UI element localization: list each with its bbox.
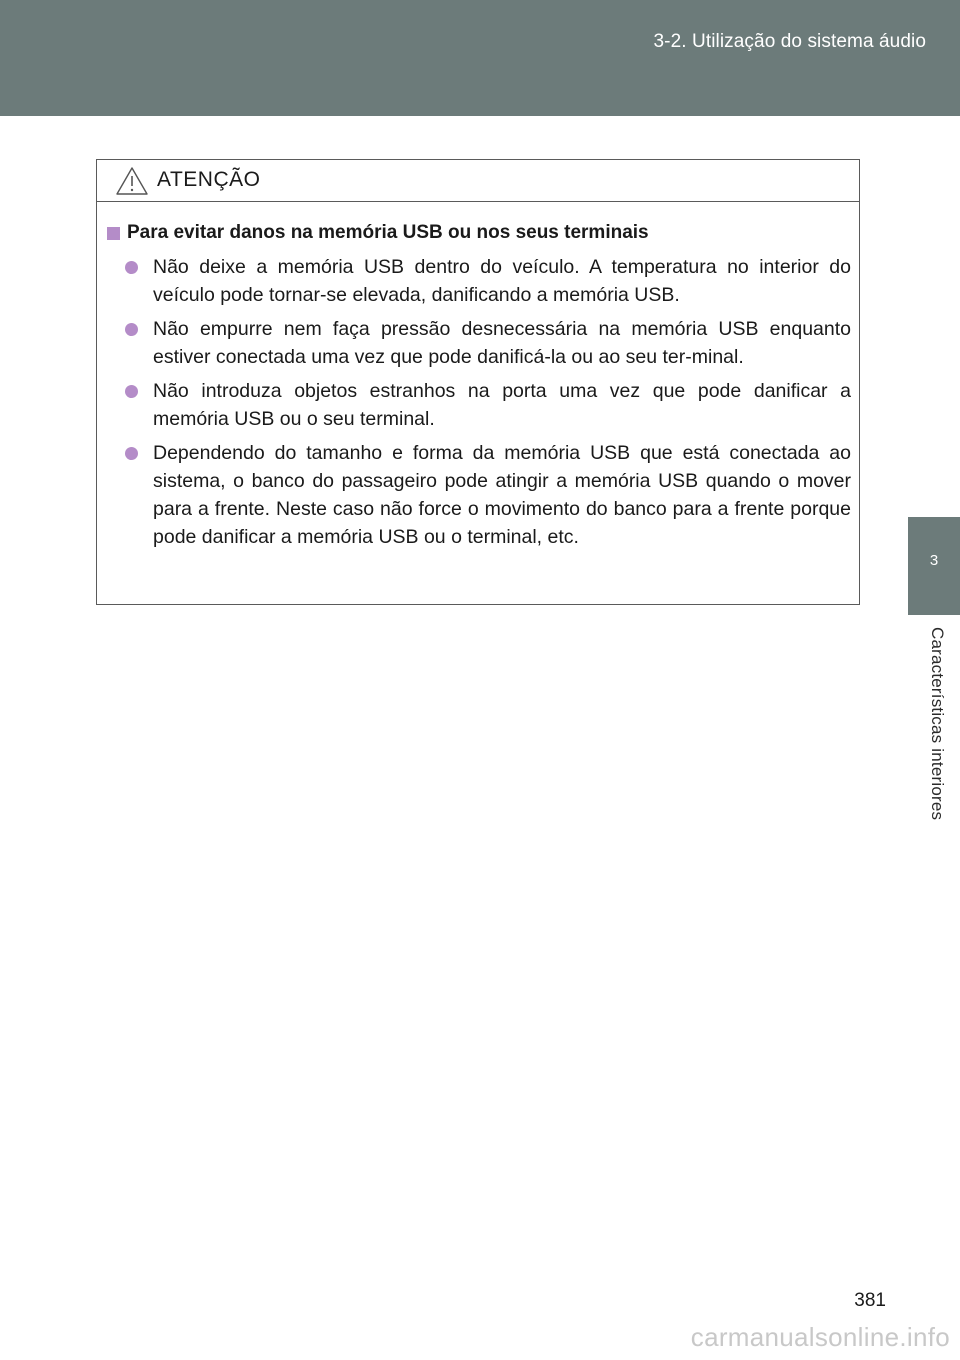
chapter-title: Características interiores [928,627,947,821]
list-item [107,377,851,433]
chapter-number: 3 [929,552,939,569]
warning-body [97,202,859,551]
header-band [0,0,960,116]
warning-box [96,159,860,605]
section-title: 3-2. Utilização do sistema áudio [653,31,926,52]
page-number: 381 [854,1290,886,1311]
warning-header [97,160,859,202]
list-item [107,253,851,309]
bullet-icon [125,261,138,274]
warning-heading: ATENÇÃO [157,168,261,191]
bullet-icon [125,385,138,398]
list-item-text: Não introduza objetos estranhos na porta uma vez que pode danificar a memória USB ou o seu terminal. [153,380,851,430]
list-item-text: Não deixe a memória USB dentro do veículo. A temperatura no interior do veículo pode tornar-se elevada, danificando a memória USB. [153,256,851,306]
square-bullet-icon [107,227,120,240]
list-item [107,315,851,371]
subsection-title [107,221,851,245]
list-item [107,439,851,551]
list-item-text: Não empurre nem faça pressão desnecessária na memória USB enquanto estiver conectada uma vez que pode danificá-la ou ao seu ter-minal. [153,318,851,368]
bullet-icon [125,447,138,460]
bullet-icon [125,323,138,336]
warning-triangle-icon [115,166,149,196]
list-item-text: Dependendo do tamanho e forma da memória USB que está conectada ao sistema, o banco do passageiro pode atingir a memória USB quando o mover para a frente. Neste caso não force o movimento do banco para a frente porque pode danificar a memória USB ou o terminal, etc. [153,442,851,548]
subsection-title-text: Para evitar danos na memória USB ou nos seus terminais [127,222,649,243]
watermark: carmanualsonline.info [690,1322,950,1352]
chapter-tab [908,517,960,615]
